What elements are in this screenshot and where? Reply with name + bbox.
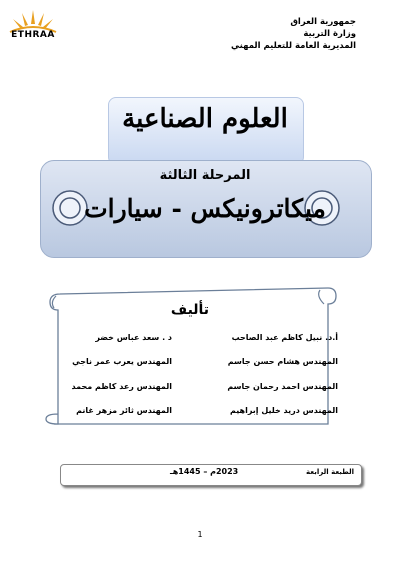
- author-left-3: المهندس رعد كاظم محمد: [71, 382, 172, 391]
- ministry-header: [206, 16, 356, 52]
- author-right-4: المهندس دريد خليل إبراهيم: [230, 406, 338, 415]
- header-line-directorate: المديرية العامة للتعليم المهني: [231, 41, 356, 51]
- edition-label: الطبعة الرابعة: [306, 468, 354, 476]
- stage-label: المرحلة الثالثة: [159, 168, 251, 183]
- author-right-1: أ.د. نبيل كاظم عبد الصاحب: [231, 333, 338, 342]
- logo-text: ETHRAA: [11, 30, 55, 40]
- author-left-1: د . سعد عباس خضر: [95, 333, 172, 342]
- author-right-2: المهندس هشام حسن جاسم: [227, 357, 338, 366]
- edition-year: 2023م – 1445هـ: [170, 467, 239, 476]
- subject-title: ميكاترونيكس - سيارات: [84, 194, 326, 223]
- page-number: 1: [197, 530, 203, 539]
- author-left-2: المهندس يعرب عمر ناجي: [72, 357, 172, 366]
- header-line-ministry: وزارة التربية: [303, 29, 356, 39]
- header-line-country: جمهورية العراق: [290, 17, 356, 27]
- book-title: العلوم الصناعية: [122, 104, 288, 134]
- author-right-3: المهندس احمد رحمان جاسم: [227, 382, 338, 391]
- author-left-4: المهندس ثائر مزهر غانم: [76, 406, 172, 415]
- authors-heading: تأليف: [170, 302, 210, 318]
